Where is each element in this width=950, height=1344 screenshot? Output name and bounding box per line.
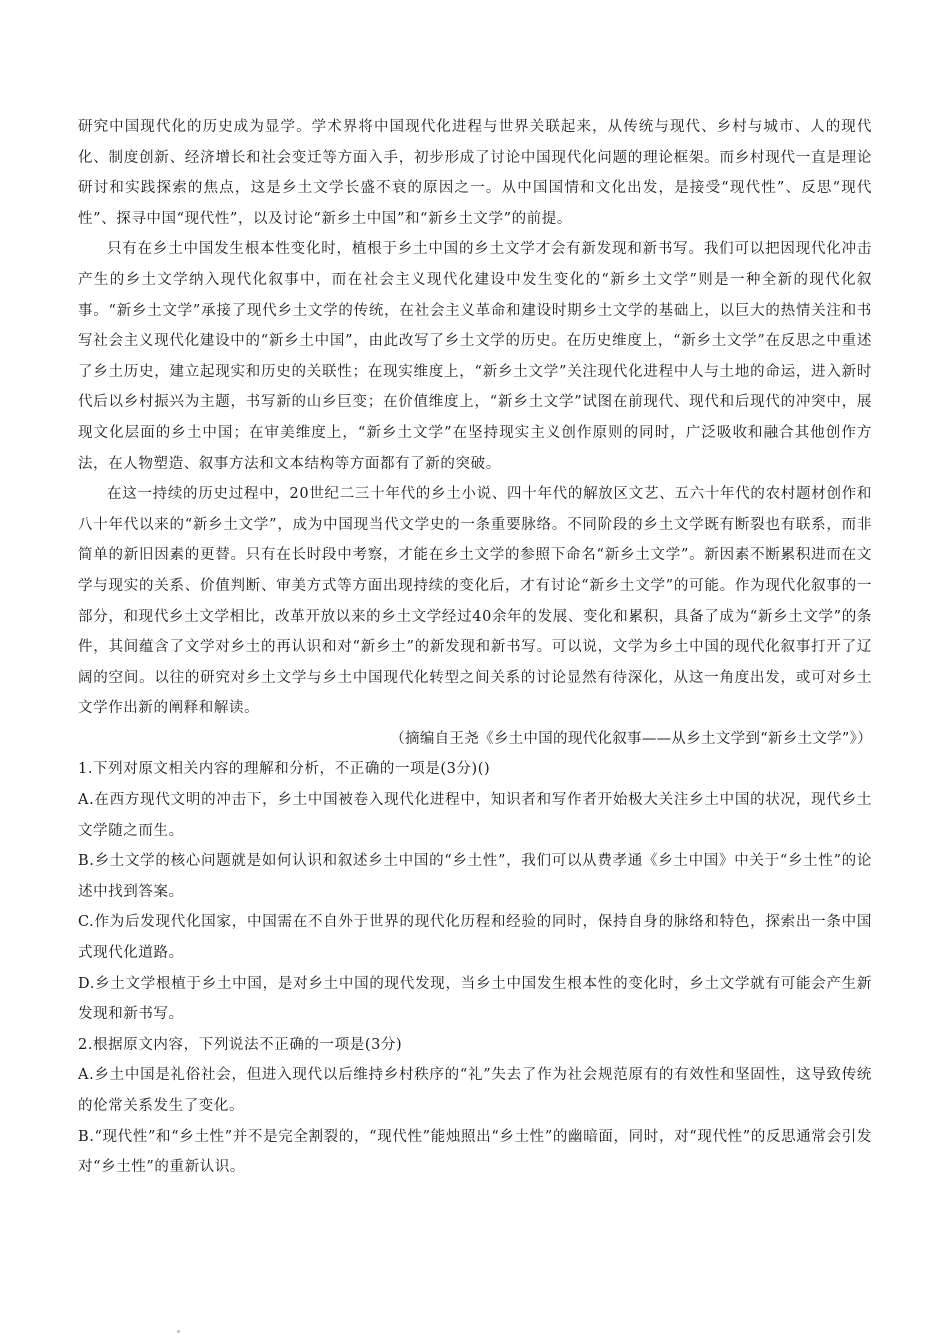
question-2 [78, 1030, 872, 1183]
question-1-option-a: A.在西方现代文明的冲击下，乡土中国被卷入现代化进程中，知识者和写作者开始极大关注乡土中国的状况，现代乡土文学随之而生。 [78, 792, 872, 839]
article-paragraph-2: 只有在乡土中国发生根本性变化时，植根于乡土中国的乡土文学才会有新发现和新书写。我们可以把因现代化冲击产生的乡土文学纳入现代化叙事中，而在社会主义现代化建设中发生变化的“新乡土文学”则是一种全新的现代化叙事。“新乡土文学”承接了现代乡土文学的传统，在社会主义革命和建设时期乡土文学的基础上，以巨大的热情关注和书写社会主义现代化建设中的“新乡土中国”，由此改写了乡土文学的历史。在历史维度上，“新乡土文学”在反思之中重述了乡土历史，建立起现实和历史的关联性；在现实维度上，“新乡土文学”关注现代化进程中人与土地的命运，进入新时代后以乡村振兴为主题，书写新的山乡巨变；在价值维度上，“新乡土文学”试图在前现代、现代和后现代的冲突中，展现文化层面的乡土中国；在审美维度上，“新乡土文学”在坚持现实主义创作原则的同时，广泛吸收和融合其他创作方法，在人物塑造、叙事方法和文本结构等方面都有了新的突破。 [78, 241, 872, 472]
footer-dot [177, 1330, 180, 1333]
question-1-stem: 1.下列对原文相关内容的理解和分析，不正确的一项是(3分)() [78, 761, 491, 778]
article-paragraph-3: 在这一持续的历史过程中，20世纪二三十年代的乡土小说、四十年代的解放区文艺、五六十年代的农村题材创作和八十年代以来的“新乡土文学”，成为中国现当代文学史的一条重要脉络。不同阶段的乡土文学既有断裂也有联系，而非简单的新旧因素的更替。只有在长时段中考察，才能在乡土文学的参照下命名“新乡土文学”。新因素不断累积进而在文学与现实的关系、价值判断、审美方式等方面出现持续的变化后，才有讨论“新乡土文学”的可能。作为现代化叙事的一部分，和现代乡土文学相比，改革开放以来的乡土文学经过40余年的发展、变化和累积，具备了成为“新乡土文学”的条件，其间蕴含了文学对乡土的再认识和对“新乡土”的新发现和新书写。可以说，文学为乡土中国的现代化叙事打开了辽阔的空间。以往的研究对乡土文学与乡土中国现代化转型之间关系的讨论显然有待深化，从这一角度出发，或可对乡土文学作出新的阐释和解读。 [78, 486, 872, 717]
question-2-option-b: B.“现代性”和“乡土性”并不是完全割裂的，“现代性”能烛照出“乡土性”的幽暗面，同时，对“现代性”的反思通常会引发对“乡土性”的重新认识。 [78, 1128, 872, 1176]
question-2-stem: 2.根据原文内容，下列说法不正确的一项是(3分) [78, 1036, 403, 1053]
question-2-option-a: A.乡土中国是礼俗社会，但进入现代以后维持乡村秩序的“礼”失去了作为社会规范原有的有效性和坚固性，这导致传统的伦常关系发生了变化。 [78, 1067, 872, 1114]
question-1-option-b: B.乡土文学的核心问题就是如何认识和叙述乡土中国的“乡土性”，我们可以从费孝通《乡土中国》中关于“乡土性”的论述中找到答案。 [78, 853, 872, 900]
article-paragraph-1: 研究中国现代化的历史成为显学。学术界将中国现代化进程与世界关联起来，从传统与现代、乡村与城市、人的现代化、制度创新、经济增长和社会变迁等方面入手，初步形成了讨论中国现代化问题的理论框架。而乡村现代一直是理论研讨和实践探索的焦点，这是乡土文学长盛不衰的原因之一。从中国国情和文化出发，是接受“现代性”、反思“现代性”、探寻中国“现代性”，以及讨论“新乡土中国”和“新乡土文学”的前提。 [78, 119, 872, 227]
question-1 [78, 754, 872, 1029]
question-1-option-c: C.作为后发现代化国家，中国需在不自外于世界的现代化历程和经验的同时，保持自身的脉络和特色，探索出一条中国式现代化道路。 [78, 914, 872, 962]
question-1-option-d: D.乡土文学根植于乡土中国，是对乡土中国的现代发现，当乡土中国发生根本性的变化时，乡土文学就有可能会产生新发现和新书写。 [78, 975, 872, 1023]
article-source: （摘编自王尧《乡土中国的现代化叙事——从乡土文学到“新乡土文学”》） [390, 730, 872, 747]
document-page [78, 112, 872, 1183]
